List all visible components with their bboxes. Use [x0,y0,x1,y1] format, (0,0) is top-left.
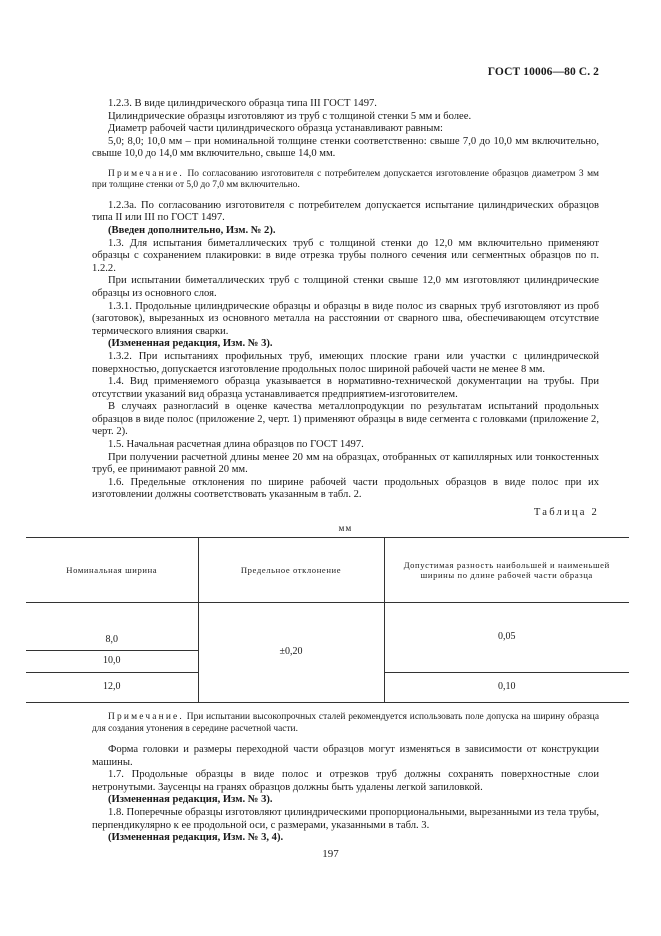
paragraph-1-7: 1.7. Продольные образцы в виде полос и отрезков труб должны сохранять поверхностные слои нетронутыми. Заусенцы на гранях образцов должны быть удалены легкой запиловкой. [92,769,599,793]
table-cell: 0,05 [384,603,629,673]
table-2 [26,537,629,703]
table-units: мм [338,522,353,533]
page-number: 197 [322,848,339,860]
paragraph: В случаях разногласий в оценке качества металлопродукции по результатам испытаний продольных образцов в виде полос (приложение 2, черт. 1) применяют образцы в виде сегмента с головками (приложение 2, черт. 2). [92,401,599,438]
paragraph-1-2-3: 1.2.3. В виде цилиндрического образца типа III ГОСТ 1497. [108,98,377,109]
paragraph: При испытании биметаллических труб с толщиной стенки свыше 12,0 мм изготовляют цилиндрические образцы из основного слоя. [92,275,599,299]
note-label: Примечание. [108,712,184,723]
paragraph-1-2-3a: 1.2.3а. По согласованию изготовителя с потребителем допускается испытание цилиндрических образцов типа II или III по ГОСТ 1497. [92,199,599,224]
paragraph-1-3-1: 1.3.1. Продольные цилиндрические образцы и образцы в виде полос из сварных труб изготовляют из проб (заготовок), вырезанных из основного металла на расстоянии от сварного шва, обеспечивающем отсутствие термического влияния сварки. [92,300,599,337]
paragraph-1-3: 1.3. Для испытания биметаллических труб с толщиной стенки до 12,0 мм включительно применяют образцы с сохранением плакировки: в виде отрезка трубы полного сечения или сегментных образцов по п. 1.2.2. [92,237,599,274]
table-cell: 12,0 [26,673,198,703]
paragraph-1-6: 1.6. Предельные отклонения по ширине рабочей части продольных образцов в виде полос при их изготовлении должны соответствовать указанным в табл. 2. [92,476,599,501]
paragraph-1-3-2: 1.3.2. При испытаниях профильных труб, имеющих плоские грани или участки с цилиндрической поверхностью, допускается изготовление продольных полос шириной рабочей части не менее 8 мм. [92,350,599,375]
table-label: Таблица 2 [533,507,599,519]
paragraph: При получении расчетной длины менее 20 мм на образцах, отобранных от капиллярных или тонкостенных труб, ее принимают равной 20 мм. [92,451,599,476]
note-text: При испытании высокопрочных сталей рекомендуется использовать поле допуска на ширину образца для создания утонения в середине расчетной части. [92,712,599,734]
table-cell: 8,0 [26,603,198,651]
amendment-note: (Измененная редакция, Изм. № 3). [108,794,273,806]
column-header: Номинальная ширина [26,538,198,603]
table-cell: 10,0 [26,651,198,673]
page-header: ГОСТ 10006—80 С. 2 [487,66,599,78]
note-2 [92,712,599,735]
note-label: Примечание. [108,168,184,179]
paragraph-1-4: 1.4. Вид применяемого образца указывается в нормативно-технической документации на трубы. При отсутствии указаний вид образца устанавливается предприятием-изготовителем. [92,376,599,400]
note-1 [92,169,599,192]
note-text: По согласованию изготовителя с потребителем допускается изготовление образцов диаметром 3 мм при толщине стенки от 5,0 до 7,0 мм включительно. [92,168,599,191]
amendment-note: (Введен дополнительно, Изм. № 2). [108,224,276,236]
document-body [66,98,610,845]
paragraph: Форма головки и размеры переходной части образцов могут изменяться в зависимости от конструкции машины. [92,744,599,768]
column-header: Допустимая разность наибольшей и наименьшей ширины по длине рабочей части образца [384,538,629,603]
paragraph-1-5: 1.5. Начальная расчетная длина образцов по ГОСТ 1497. [108,439,364,451]
paragraph-1-8: 1.8. Поперечные образцы изготовляют цилиндрическими пропорциональными, вырезанными из тела трубы, перпендикулярно к ее продольной оси, с размерами, указанными в табл. 3. [92,807,599,831]
table-cell: ±0,20 [198,603,384,703]
column-header: Предельное отклонение [198,538,384,603]
amendment-note: (Измененная редакция, Изм. № 3). [108,338,273,350]
paragraph: Цилиндрические образцы изготовляют из труб с толщиной стенки 5 мм и более. [108,110,472,122]
amendment-note: (Измененная редакция, Изм. № 3, 4). [108,832,284,844]
table-cell: 0,10 [384,673,629,703]
paragraph: Диаметр рабочей части цилиндрического образца устанавливают равным: [108,123,443,135]
paragraph: 5,0; 8,0; 10,0 мм – при номинальной толщине стенки соответственно: свыше 7,0 до 10,0 мм включительно, свыше 10,0 до 14,0 мм включительно, свыше 14,0 мм. [92,135,599,160]
